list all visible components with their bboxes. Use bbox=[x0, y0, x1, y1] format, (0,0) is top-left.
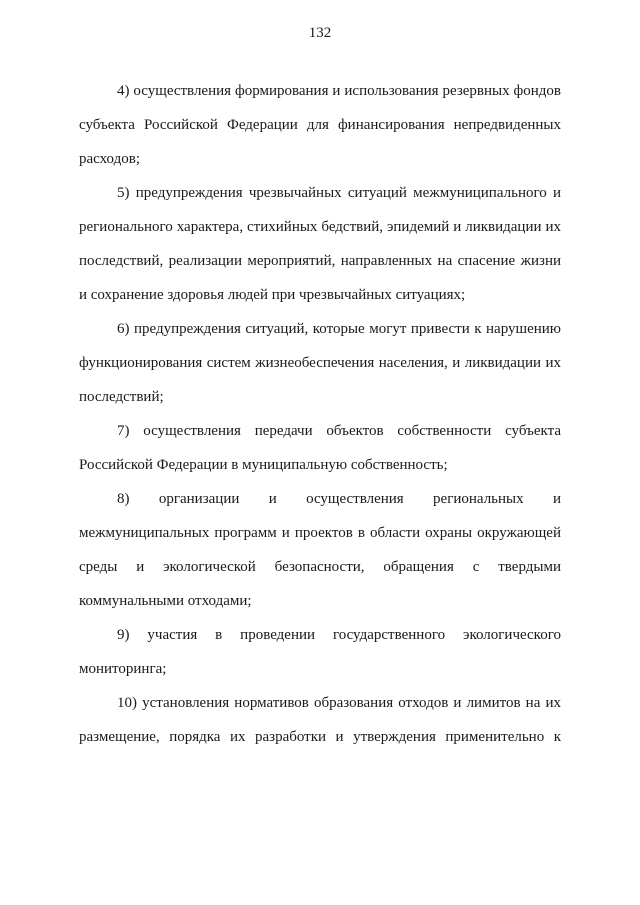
paragraph-ecological-monitoring: 9) участия в проведении государственного экологического мониторинга; bbox=[79, 627, 561, 677]
paragraph-life-support-systems: 6) предупреждения ситуаций, которые могут привести к нарушению функционирования систем жизнеобеспечения населения, и ликвидации их последствий; bbox=[79, 321, 561, 405]
paragraph-environmental-programs: 8) организации и осуществления региональных и межмуниципальных программ и проектов в области охраны окружающей среды и экологической безопасности, обращения с твердыми коммунальными отходами; bbox=[79, 491, 561, 609]
paragraph-waste-norms: 10) установления нормативов образования отходов и лимитов на их размещение, порядка их разработки и утверждения применительно к bbox=[79, 695, 561, 745]
paragraph-property-transfer: 7) осуществления передачи объектов собственности субъекта Российской Федерации в муниципальную собственность; bbox=[79, 423, 561, 473]
page-number: 132 bbox=[308, 25, 332, 41]
paragraph-reserve-funds: 4) осуществления формирования и использования резервных фондов субъекта Российской Федерации для финансирования непредвиденных расходов; bbox=[79, 83, 561, 167]
paragraph-emergency-prevention: 5) предупреждения чрезвычайных ситуаций межмуниципального и регионального характера, стихийных бедствий, эпидемий и ликвидации их последствий, реализации мероприятий, направленных на спасение жизни и сохранение здоровья людей при чрезвычайных ситуациях; bbox=[79, 185, 561, 303]
document-body bbox=[79, 74, 561, 754]
